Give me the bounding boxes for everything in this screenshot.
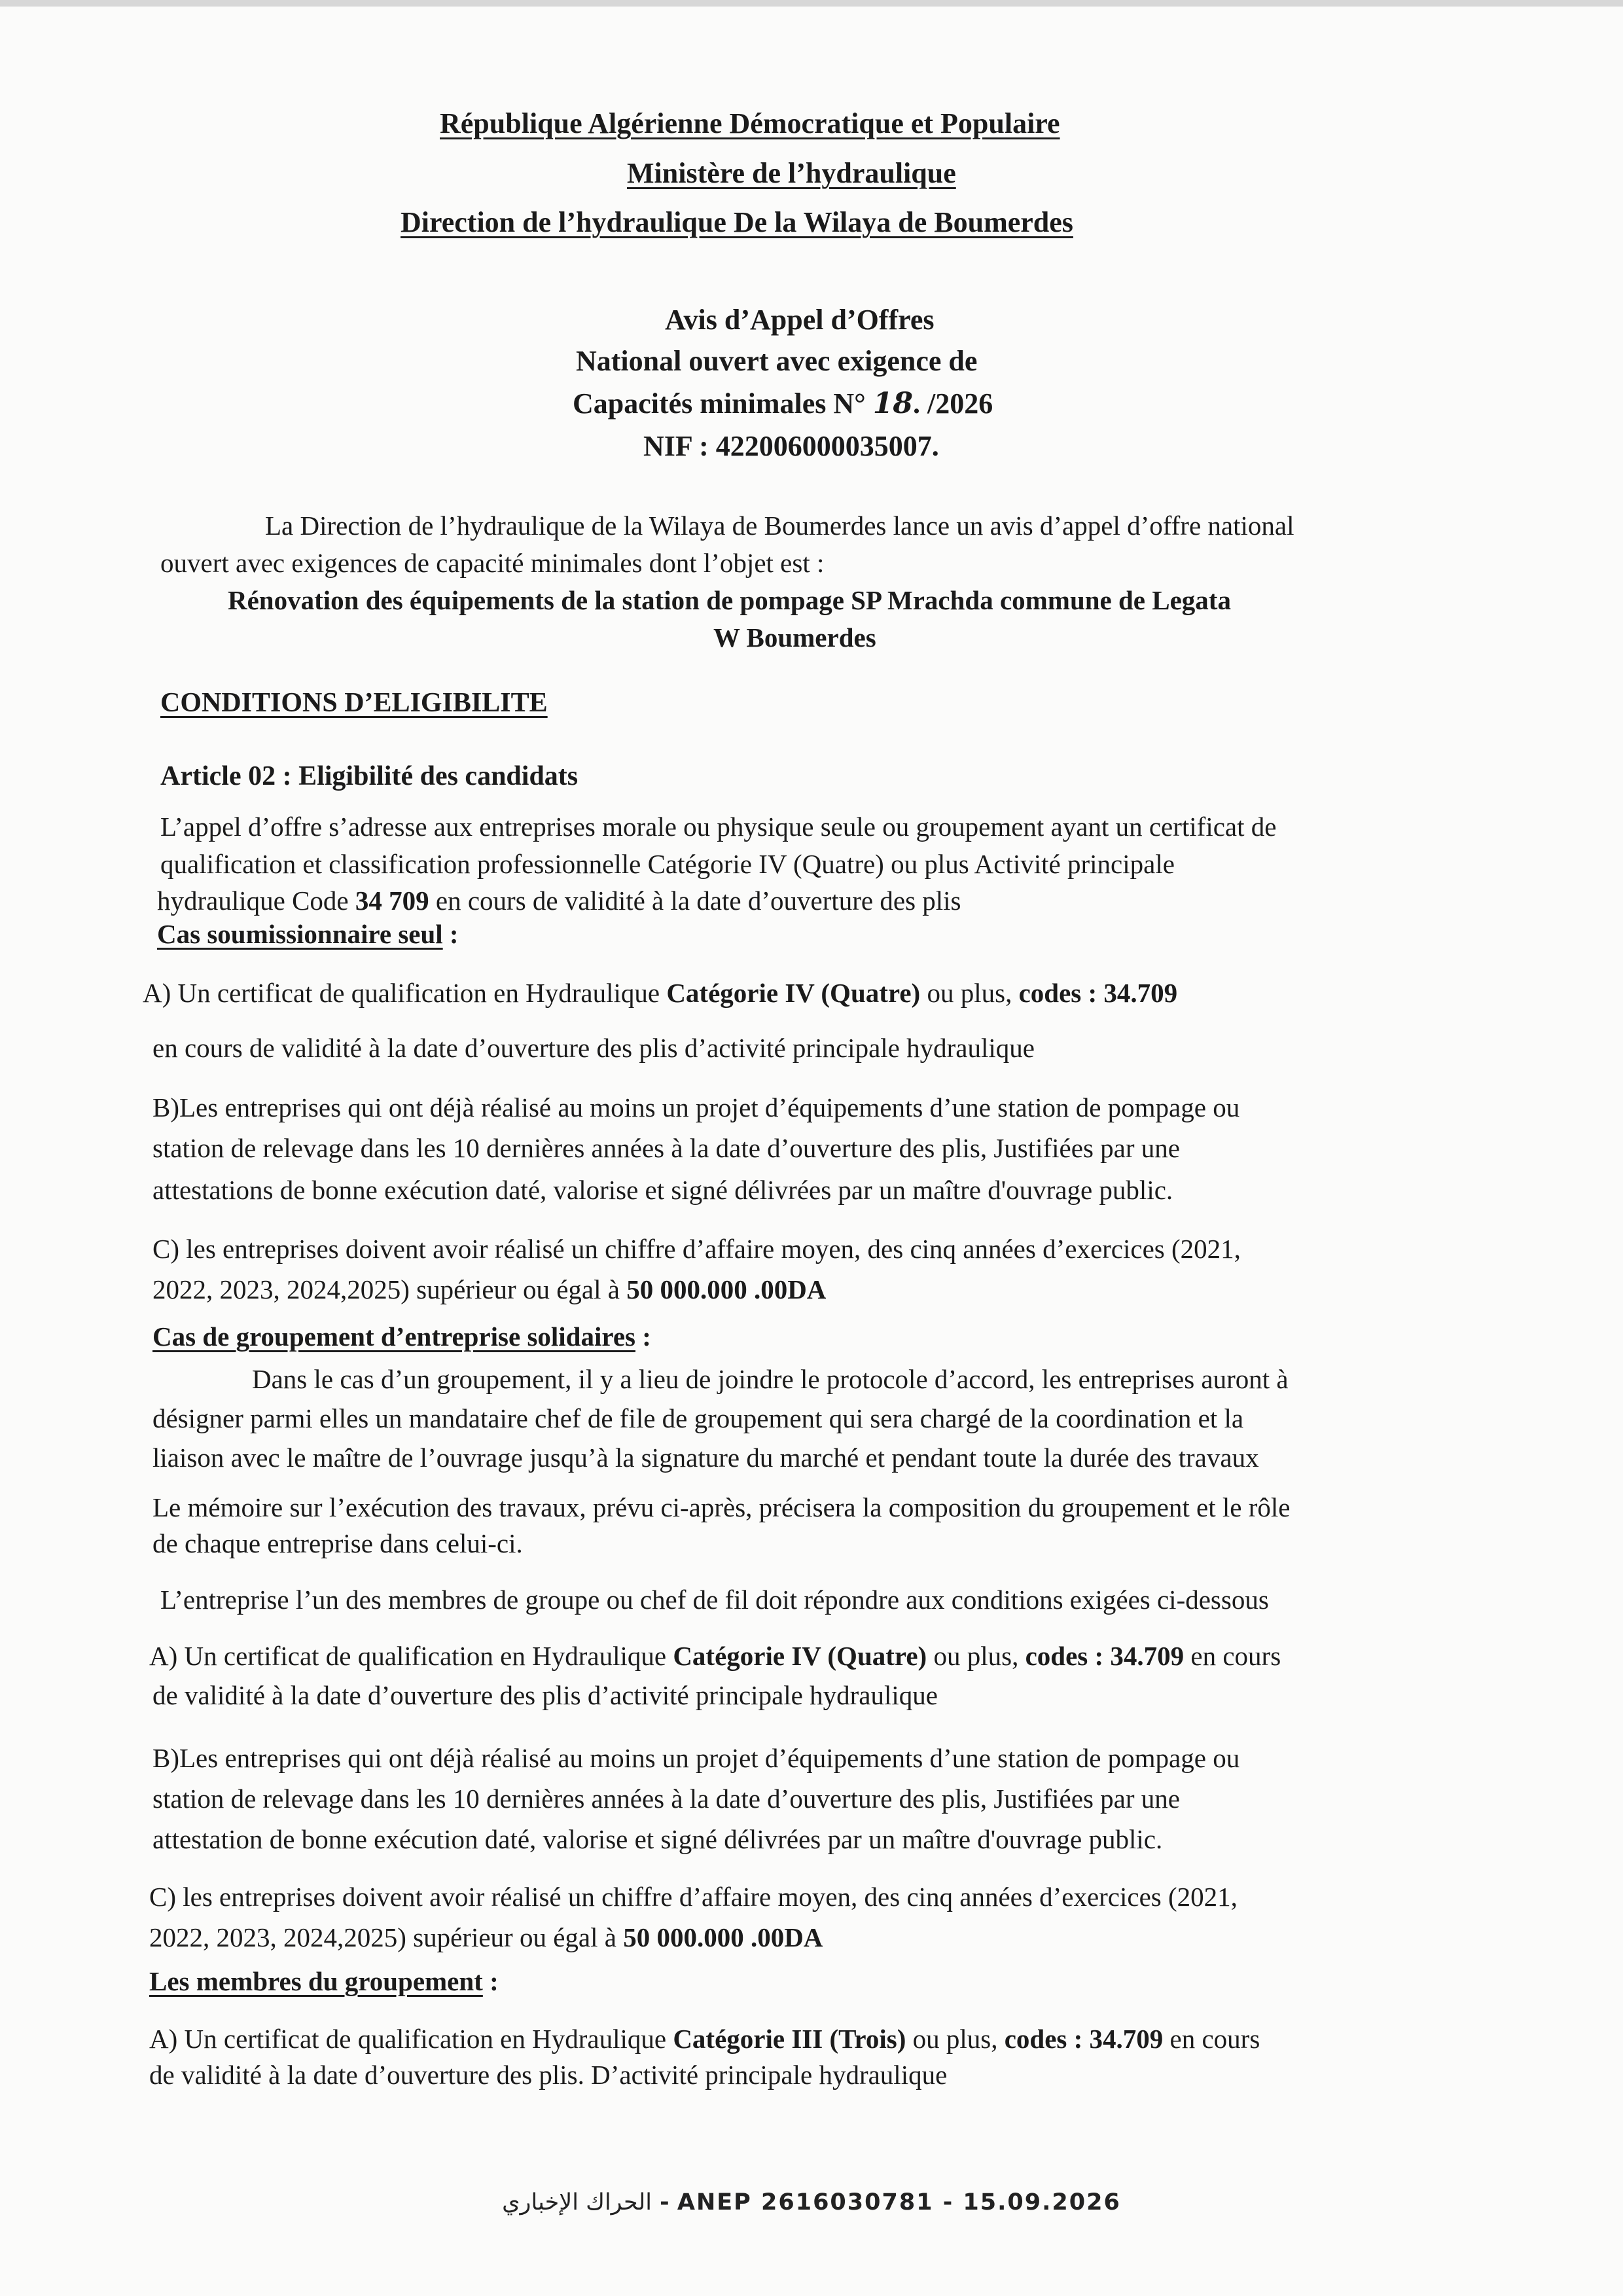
avis-national: National ouvert avec exigence de	[576, 345, 978, 377]
seul-c-line-2: 2022, 2023, 2024,2025) supérieur ou égal à 50 000.000 .00DA	[152, 1274, 827, 1304]
eligibility-line-2: qualification et classification professionnelle Catégorie IV (Quatre) ou plus Activité principale	[160, 849, 1175, 879]
object-line-2: W Boumerdes	[713, 622, 876, 653]
scan-top-border	[0, 0, 1623, 7]
groupement-c-line-2: 2022, 2023, 2024,2025) supérieur ou égal à 50 000.000 .00DA	[149, 1922, 823, 1952]
seul-b-line-1: B)Les entreprises qui ont déjà réalisé au moins un projet d’équipements d’une station de pompage ou	[152, 1092, 1240, 1122]
handwritten-number: 18	[872, 387, 914, 420]
object-line-1: Rénovation des équipements de la station de pompage SP Mrachda commune de Legata	[228, 585, 1231, 615]
avis-number-line: Capacités minimales N° 18. /2026	[573, 387, 993, 420]
avis-title: Avis d’Appel d’Offres	[665, 304, 935, 336]
groupement-p1-line-3: liaison avec le maître de l’ouvrage jusqu’à la signature du marché et pendant toute la durée des travaux	[152, 1443, 1259, 1473]
groupement-a-line-1: A) Un certificat de qualification en Hydraulique Catégorie IV (Quatre) ou plus, codes : 34.709 en cours	[149, 1641, 1281, 1671]
intro-line-1: La Direction de l’hydraulique de la Wilaya de Boumerdes lance un avis d’appel d’offre national	[265, 511, 1294, 541]
groupement-b-line-3: attestation de bonne exécution daté, valorise et signé délivrées par un maître d'ouvrage public.	[152, 1824, 1163, 1854]
header-republic: République Algérienne Démocratique et Populaire	[440, 107, 1060, 139]
groupement-p1-line-1: Dans le cas d’un groupement, il y a lieu de joindre le protocole d’accord, les entreprises auront à	[252, 1364, 1289, 1394]
header-ministry: Ministère de l’hydraulique	[627, 157, 956, 189]
seul-b-line-3: attestations de bonne exécution daté, valorise et signé délivrées par un maître d'ouvrage public.	[152, 1175, 1173, 1205]
groupement-c-line-1: C) les entreprises doivent avoir réalisé un chiffre d’affaire moyen, des cinq années d’exercices (2021,	[149, 1882, 1238, 1912]
groupement-p1-line-2: désigner parmi elles un mandataire chef de file de groupement qui sera chargé de la coordination et la	[152, 1403, 1244, 1433]
header-direction: Direction de l’hydraulique De la Wilaya de Boumerdes	[401, 206, 1073, 238]
seul-c-line-1: C) les entreprises doivent avoir réalisé un chiffre d’affaire moyen, des cinq années d’exercices (2021,	[152, 1234, 1241, 1264]
groupement-p2-line-2: de chaque entreprise dans celui-ci.	[152, 1528, 523, 1558]
membres-a-line-1: A) Un certificat de qualification en Hydraulique Catégorie III (Trois) ou plus, codes : 34.709 en cours	[149, 2024, 1260, 2054]
article-heading: Article 02 : Eligibilité des candidats	[160, 761, 579, 791]
groupement-a-line-2: de validité à la date d’ouverture des plis d’activité principale hydraulique	[152, 1680, 938, 1710]
groupement-p2-line-1: Le mémoire sur l’exécution des travaux, prévu ci-après, précisera la composition du groupement et le rôle	[152, 1492, 1291, 1522]
membres-a-line-2: de validité à la date d’ouverture des plis. D’activité principale hydraulique	[149, 2060, 948, 2090]
eligibility-line-1: L’appel d’offre s’adresse aux entreprises morale ou physique seule ou groupement ayant un certificat de	[160, 812, 1277, 842]
footer-reference	[0, 2189, 1623, 2215]
seul-b-line-2: station de relevage dans les 10 dernières années à la date d’ouverture des plis, Justifiées par une	[152, 1133, 1180, 1163]
intro-line-2: ouvert avec exigences de capacité minimales dont l’objet est :	[160, 548, 825, 578]
groupement-b-line-1: B)Les entreprises qui ont déjà réalisé au moins un projet d’équipements d’une station de pompage ou	[152, 1743, 1240, 1773]
footer-newspaper: الحراك الإخباري	[502, 2189, 652, 2215]
eligibility-line-3: hydraulique Code 34 709 en cours de validité à la date d’ouverture des plis	[157, 886, 961, 916]
membres-heading: Les membres du groupement :	[149, 1966, 499, 1996]
seul-heading: Cas soumissionnaire seul :	[157, 919, 459, 949]
conditions-title: CONDITIONS D’ELIGIBILITE	[160, 688, 548, 718]
seul-a-line-1: A) Un certificat de qualification en Hydraulique Catégorie IV (Quatre) ou plus, codes : 34.709	[143, 978, 1178, 1008]
avis-nif: NIF : 422006000035007.	[643, 430, 939, 462]
groupement-p3: L’entreprise l’un des membres de groupe ou chef de fil doit répondre aux conditions exigées ci-dessous	[160, 1585, 1269, 1615]
groupement-b-line-2: station de relevage dans les 10 dernières années à la date d’ouverture des plis, Justifiées par une	[152, 1784, 1180, 1814]
groupement-heading: Cas de groupement d’entreprise solidaires :	[152, 1321, 651, 1352]
footer-anep: - ANEP 2616030781 - 15.09.2026	[651, 2189, 1121, 2215]
seul-a-line-2: en cours de validité à la date d’ouverture des plis d’activité principale hydraulique	[152, 1033, 1035, 1063]
